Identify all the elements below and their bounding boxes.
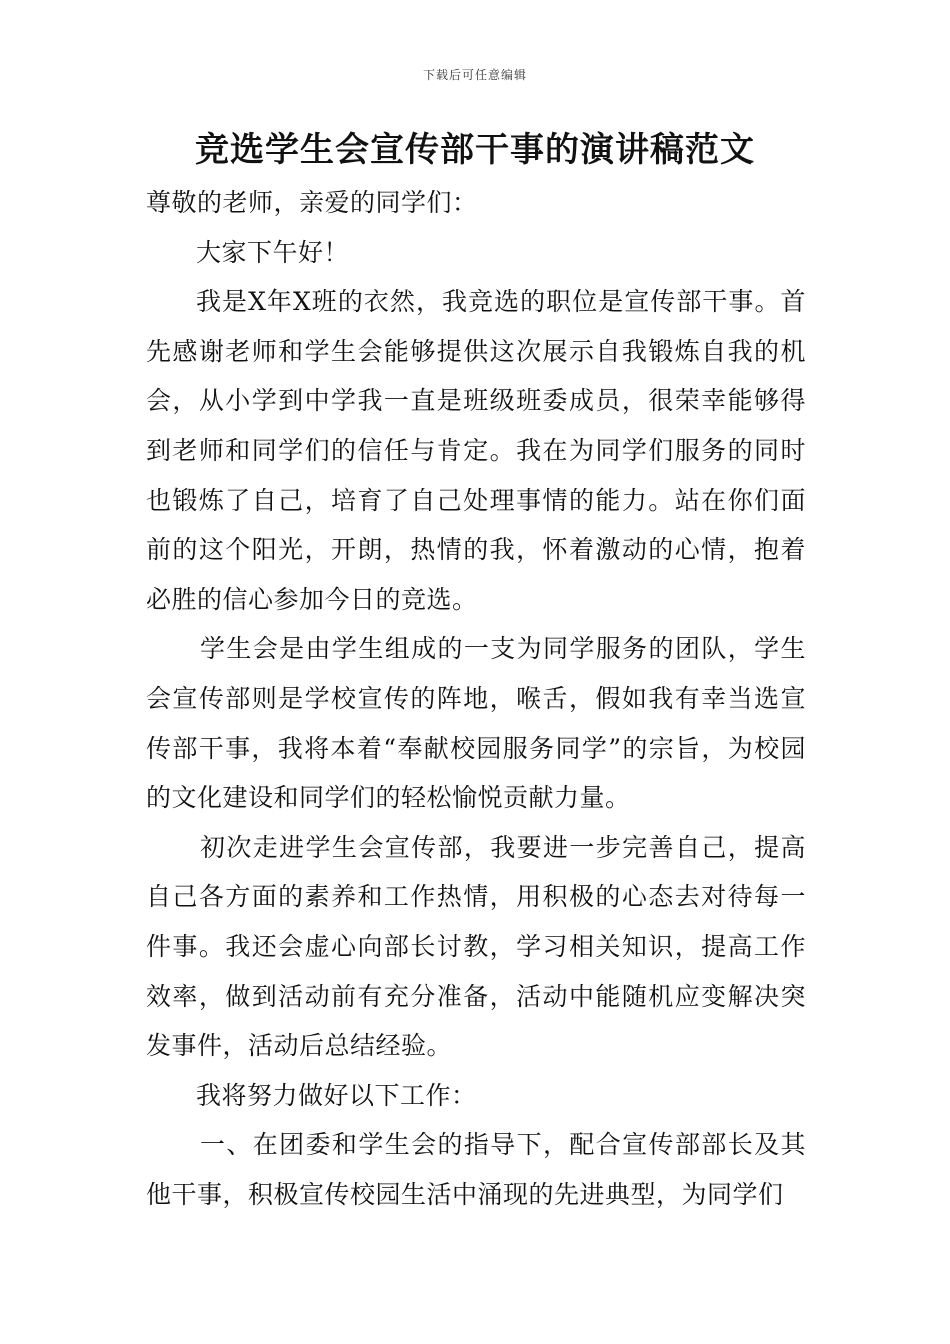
paragraph-work-item-one: 一、在团委和学生会的指导下，配合宣传部部长及其他干事，积极宣传校园生活中涌现的先进典型，为同学们	[146, 1130, 806, 1209]
paragraph-plans: 初次走进学生会宣传部，我要进一步完善自己，提高自己各方面的素养和工作热情，用积极的心态去对待每一件事。我还会虚心向部长讨教，学习相关知识，提高工作效率，做到活动前有充分准备，活动中能随机应变解决突发事件，活动后总结经验。	[146, 832, 806, 1061]
paragraph-student-union: 学生会是由学生组成的一支为同学服务的团队，学生会宣传部则是学校宣传的阵地，喉舌，假如我有幸当选宣传部干事，我将本着“奉献校园服务同学”的宗旨，为校园的文化建设和同学们的轻松愉悦贡献力量。	[146, 634, 806, 813]
document-title: 竞选学生会宣传部干事的演讲稿范文	[195, 130, 755, 170]
header-note: 下载后可任意编辑	[422, 68, 527, 82]
document-body	[146, 178, 806, 1219]
paragraph-introduction: 我是X年X班的衣然，我竞选的职位是宣传部干事。首先感谢老师和学生会能够提供这次展示自我锻炼自我的机会，从小学到中学我一直是班级班委成员，很荣幸能够得到老师和同学们的信任与肯定。我在为同学们服务的同时也锻炼了自己，培育了自己处理事情的能力。站在你们面前的这个阳光，开朗，热情的我，怀着激动的心情，抱着必胜的信心参加今日的竞选。	[146, 287, 806, 614]
paragraph-work-intro: 我将努力做好以下工作：	[196, 1080, 477, 1110]
salutation: 尊敬的老师，亲爱的同学们：	[146, 188, 478, 217]
paragraph-greeting: 大家下午好！	[196, 237, 350, 267]
